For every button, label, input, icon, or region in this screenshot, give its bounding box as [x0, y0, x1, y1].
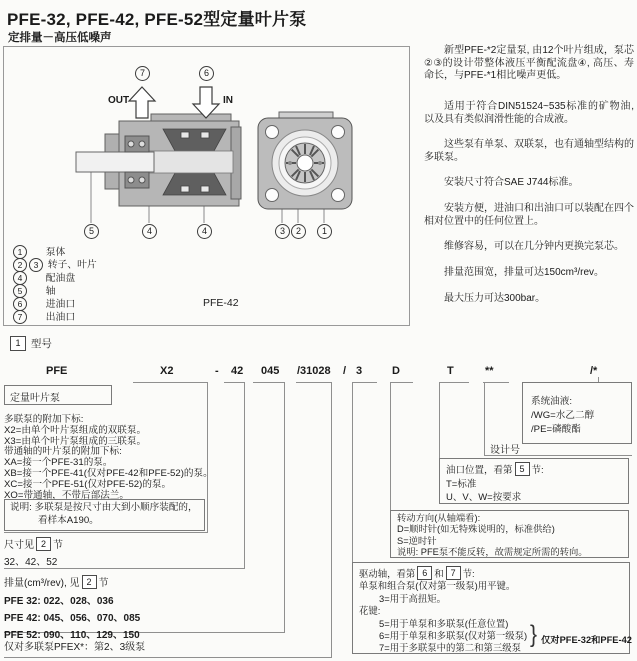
connector-line [253, 382, 284, 383]
legend-symbol: 3 [29, 258, 43, 272]
section-ref-box: 2 [82, 575, 97, 589]
in-label: IN [223, 95, 233, 106]
shaft-line: 3=用于高扭矩。 [379, 592, 446, 604]
intro-paragraph: 安装方便，进油口和出油口可以装配在四个相对位置中的任何位置上。 [424, 203, 634, 227]
legend-label: 出油口 [45, 311, 76, 323]
intro-paragraph: 最大压力可达300bar。 [444, 293, 546, 304]
intro-paragraph: 维修容易，可以在几分钟内更换完泵芯。 [444, 241, 624, 252]
intro-paragraph: 这些泵有单泵、双联泵，也有通轴型结构的多联泵。 [424, 139, 634, 163]
suffix-line: XB=接一个PFE-41(仅对PFE-42和PFE-52)的泵。 [4, 467, 213, 479]
size-block [4, 536, 63, 568]
callout-1: 1 [317, 224, 332, 239]
legend-label: 轴 [45, 285, 56, 297]
page-title: PFE-32, PFE-42, PFE-52型定量叶片泵 [7, 10, 307, 29]
pump-face-drawing [258, 112, 352, 209]
section-ref-box: 7 [446, 566, 461, 580]
connector-line [296, 382, 331, 383]
connector-line [390, 382, 391, 511]
pump-diagram-panel [3, 46, 410, 326]
connector-line [224, 382, 245, 383]
suffix-line: XO=带通轴，不带后部法兰。 [4, 489, 129, 501]
disp-row: PFE 32: 022、028、036 [4, 596, 114, 607]
legend-row [13, 245, 65, 258]
callout-2: 2 [291, 224, 306, 239]
model-code-token-stage2: /31028 [297, 365, 331, 377]
fluid-title: 系统油液: [531, 396, 573, 407]
legend-label: 配油盘 [45, 272, 76, 284]
rotation-box [390, 510, 629, 558]
callout-3: 3 [275, 224, 290, 239]
model-code-token-shaft: 3 [356, 365, 363, 377]
out-label: OUT [108, 95, 130, 106]
legend-row [13, 310, 75, 323]
size-text-pre: 尺寸见 [4, 540, 34, 551]
fluid-box [522, 382, 632, 444]
legend-symbol: 6 [13, 297, 27, 311]
in-arrow-icon [193, 87, 219, 118]
design-number-label: 设计号 [490, 445, 520, 456]
section-ref-box: 6 [417, 566, 432, 580]
suffix-line: X2=由单个叶片泵组成的双联泵。 [4, 424, 147, 436]
shaft-line: 花键: [359, 605, 381, 617]
connector-line [331, 382, 332, 658]
suffix-line: 多联泵的附加下标: [4, 414, 84, 425]
legend-row [13, 297, 75, 310]
suffix-line: XA=接一个PFE-31的泵。 [4, 457, 113, 469]
pfex-note: 仅对多联泵PFEX*：第2、3级泵 [4, 642, 146, 653]
diagram-caption: PFE-42 [203, 297, 239, 309]
intro-paragraph: 新型PFE-*2定量泵, 由12个叶片组成，泵芯②③的设计带整体液压平衡配流盘④, 高压、寿命长，与PFE-*1相比噪声更低。 [424, 45, 634, 82]
page-subtitle: 定排量－高压低噪声 [8, 32, 112, 44]
pfe-description-box: 定量叶片泵 [4, 385, 112, 405]
connector-line [352, 382, 377, 383]
out-arrow-icon [129, 87, 155, 118]
legend-row [13, 258, 97, 271]
displacement-block [4, 574, 140, 641]
shaft-brace-note: 仅对PFE-32和PFE-42 [541, 635, 632, 645]
rotation-line: 转动方向(从轴端看): [397, 513, 481, 523]
section-number-box: 1 [10, 336, 26, 351]
section-title: 型号 [30, 338, 52, 350]
connector-line [390, 382, 413, 383]
suffix-line: 带通轴的叶片泵的附加下标: [4, 446, 122, 458]
shaft-line: 7=用于多联泵中的第二和第三级泵 [379, 642, 521, 654]
shaft-line: 6=用于单泵和多联泵(仅对第一级泵) [379, 630, 528, 642]
callout-5: 5 [84, 224, 99, 239]
model-section-header [8, 336, 52, 351]
size-text-post: 节 [53, 540, 63, 551]
rotation-line: 说明: PFE泵不能反转，故需规定所需的转向。 [397, 546, 588, 557]
ports-text-post: 节: [531, 465, 544, 476]
disp-row: PFE 52: 090、110、129、150 [4, 630, 140, 641]
callout-7: 7 [135, 66, 150, 81]
legend-label: 进油口 [45, 298, 76, 310]
model-code-token-pfe: PFE [46, 365, 68, 377]
shaft-text-pre: 驱动轴，看第 [359, 568, 416, 579]
ports-line: U、V、W=按要求 [446, 492, 522, 503]
model-code-token-disp: 045 [261, 365, 280, 377]
shaft-text-mid: 和 [434, 568, 444, 579]
legend-symbol: 5 [13, 284, 27, 298]
legend-label: 转子、叶片 [47, 259, 97, 271]
section-ref-box: 2 [36, 537, 51, 551]
legend-symbol: 2 [13, 258, 27, 272]
fluid-line: /PE=磷酸酯 [531, 424, 581, 435]
ports-box [439, 458, 629, 504]
ports-text-pre: 油口位置，看第 [446, 465, 513, 476]
disp-text-pre: 排量(cm³/rev), 见 [4, 578, 80, 589]
ports-line: T=标准 [446, 478, 477, 490]
fluid-line: /WG=水乙二醇 [531, 410, 595, 421]
connector-line [4, 568, 245, 569]
rotation-line: S=逆时针 [397, 535, 437, 546]
suffix-line: XC=接一个PFE-51(仅对PFE-52)的泵。 [4, 478, 172, 490]
legend-row [13, 284, 56, 297]
legend-symbol: 7 [13, 310, 27, 324]
connector-line [484, 382, 485, 455]
connector-line [439, 382, 440, 459]
connector-line [4, 657, 332, 658]
callout-4a: 4 [142, 224, 157, 239]
model-code-token-ports: T [447, 365, 454, 377]
intro-paragraph: 安装尺寸符合SAE J744标准。 [444, 177, 579, 188]
legend-symbol: 4 [13, 271, 27, 285]
connector-line [4, 532, 208, 533]
multi-pump-note-box: 说明: 多联泵是按尺寸由大到小顺序装配的，看样本A190。 [4, 499, 205, 531]
shaft-line: 单泵和组合泵(仅对第一级泵)用平键。 [359, 580, 516, 592]
callout-4b: 4 [197, 224, 212, 239]
callout-6: 6 [199, 66, 214, 81]
rotation-line: D=顺时针(如无特殊说明的，标准供给) [397, 524, 555, 535]
legend-row [13, 271, 75, 284]
suffix-line: X3=由单个叶片泵组成的三联泵。 [4, 435, 147, 447]
section-ref-box: 5 [515, 462, 530, 476]
disp-text-post: 节 [98, 578, 109, 589]
intro-paragraph: 排量范围宽，排量可达150cm³/rev。 [444, 267, 605, 278]
connector-line [439, 382, 469, 383]
model-code-token-slash: / [343, 365, 347, 377]
model-code-token-design: ** [485, 365, 494, 377]
connector-line [352, 382, 353, 563]
legend-symbol: 1 [13, 245, 27, 259]
multi-pump-suffix-block [4, 415, 213, 501]
brace-glyph: } [530, 621, 538, 648]
connector-line [133, 382, 208, 383]
size-values: 32、42、52 [4, 557, 58, 568]
model-code-token-rotation: D [392, 365, 400, 377]
shaft-text-post: 节: [462, 568, 475, 579]
model-code-token-x2: X2 [160, 365, 174, 377]
intro-paragraph: 适用于符合DIN51524~535标准的矿物油, 以及具有类似润滑性能的合成液。 [424, 101, 634, 125]
connector-line [284, 382, 285, 633]
model-code-token-dash: - [215, 365, 219, 377]
shaft-line: 5=用于单泵和多联泵(任意位置) [379, 617, 509, 629]
model-code-token-fluid: /* [590, 365, 598, 377]
connector-line [483, 382, 509, 383]
disp-row: PFE 42: 045、056、070、085 [4, 613, 141, 624]
model-code-token-size: 42 [231, 365, 244, 377]
legend-label: 泵体 [45, 246, 66, 258]
connector-line [244, 382, 245, 569]
